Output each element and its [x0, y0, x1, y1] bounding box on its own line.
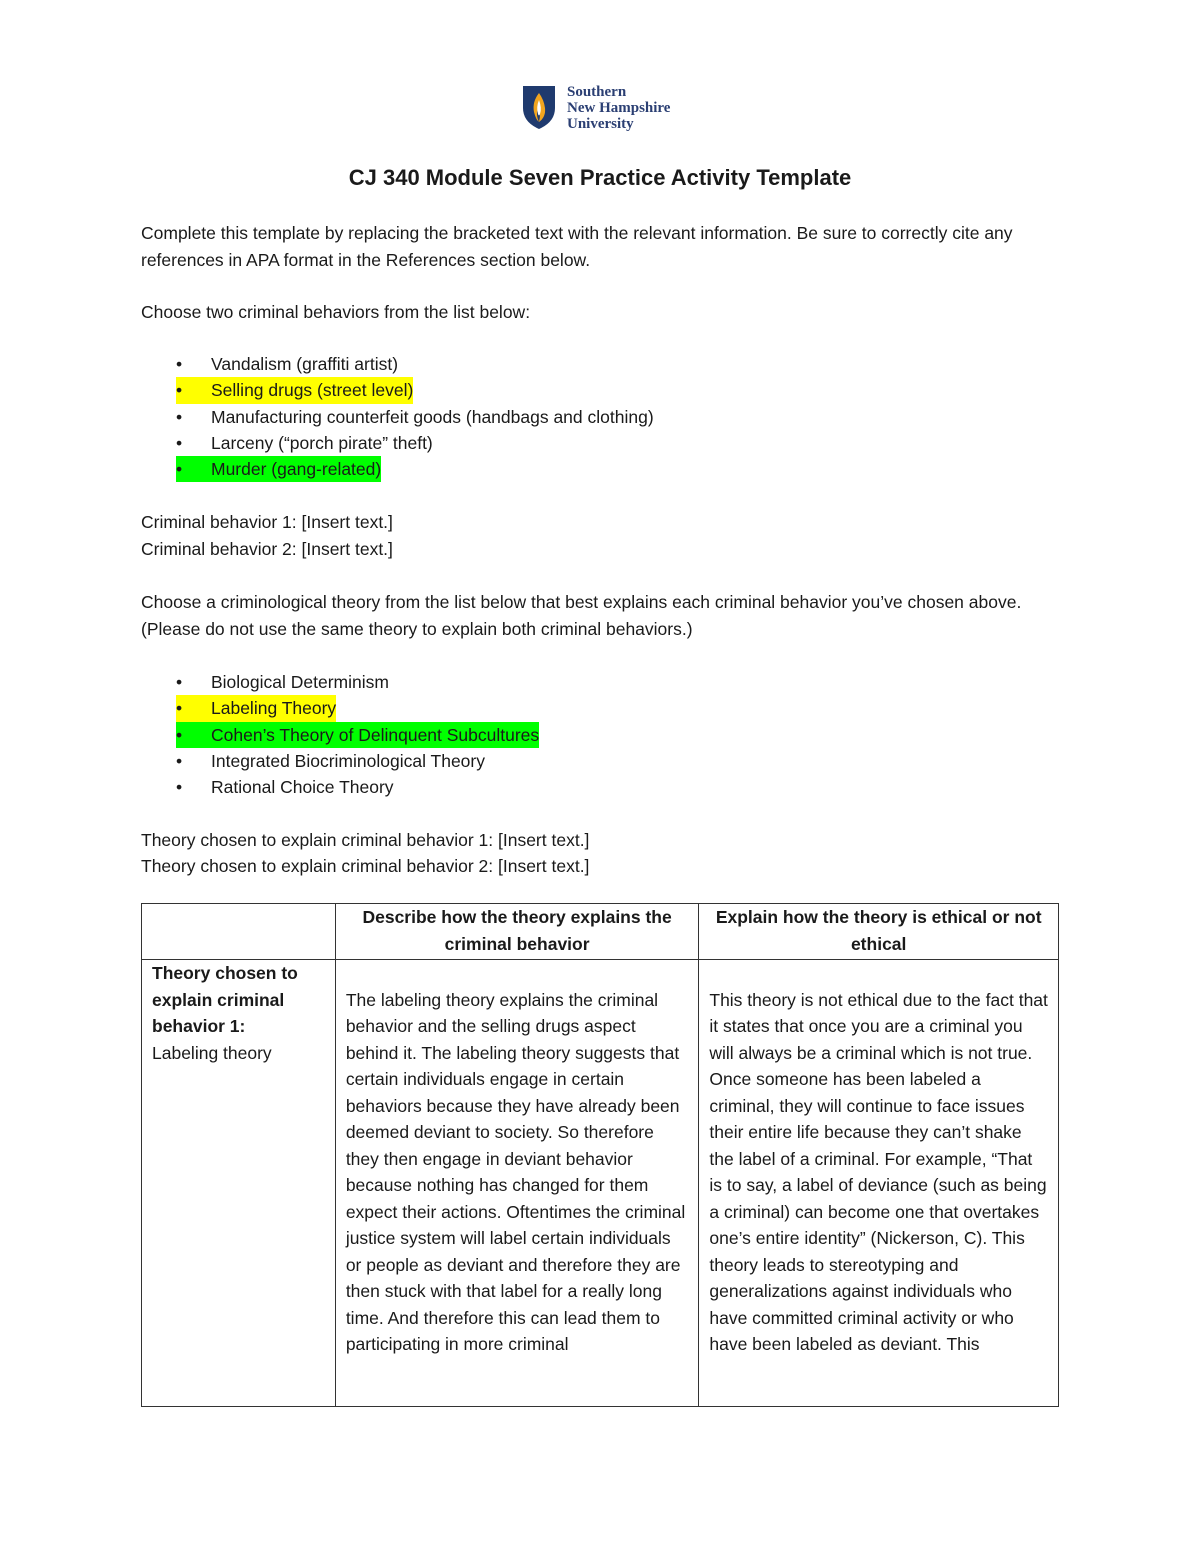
behavior-item: • Manufacturing counterfeit goods (handbags and clothing) — [176, 404, 654, 430]
bullet-icon: • — [176, 380, 183, 401]
bullet-icon: • — [176, 432, 183, 453]
table-cell-explain — [699, 960, 1059, 1407]
table-cell-describe — [335, 960, 699, 1407]
theory-item: • Cohen’s Theory of Delinquent Subcultures — [176, 722, 539, 748]
theory-item: • Labeling Theory — [176, 695, 336, 721]
table-row-label-cell — [142, 960, 336, 1407]
theory-prompt: Choose a criminological theory from the list below that best explains each criminal behavior you’ve chosen above. (Please do not use the same theory to explain both criminal behaviors.) — [141, 592, 1022, 639]
behavior-item: • Vandalism (graffiti artist) — [176, 351, 398, 377]
criminal-behavior-2: Criminal behavior 2: [Insert text.] — [141, 539, 393, 559]
theory-item: • Rational Choice Theory — [176, 774, 394, 800]
theory-item: • Integrated Biocriminological Theory — [176, 748, 485, 774]
table-header-row — [142, 904, 1059, 960]
row-label: Theory chosen to explain criminal behavior 1: — [152, 963, 298, 1036]
intro-paragraph: Complete this template by replacing the bracketed text with the relevant information. Be sure to correctly cite any references in APA format in the References section below. — [141, 223, 1013, 270]
bullet-icon: • — [176, 724, 183, 745]
logo-line-2: New Hampshire — [567, 100, 671, 116]
snhu-shield-icon — [521, 84, 557, 130]
bullet-icon: • — [176, 777, 183, 798]
snhu-wordmark — [567, 84, 670, 132]
explain-text: This theory is not ethical due to the fact that it states that once you are a criminal you will always be a criminal which is not true. Once someone has been labeled a criminal, they will continue to face issues their entire life because they can’t shake the label of a criminal. For example, “That is to say, a label of deviance (such as being a criminal) can become one that overtakes one’s entire identity” (Nickerson, C). This theory leads to stereotyping and generalizations against individuals who have committed criminal activity or who have been labeled as deviant. This — [709, 989, 1048, 1354]
document-title: CJ 340 Module Seven Practice Activity Template — [348, 165, 852, 190]
theories-list — [176, 669, 539, 800]
bullet-icon: • — [176, 672, 183, 692]
criminal-behavior-1: Criminal behavior 1: [Insert text.] — [141, 512, 393, 532]
behavior-item: • Murder (gang-related) — [176, 456, 381, 482]
logo-line-3: University — [567, 116, 634, 132]
behavior-item: • Larceny (“porch pirate” theft) — [176, 430, 433, 456]
table-header-empty — [142, 904, 336, 960]
table-header-describe: Describe how the theory explains the criminal behavior — [335, 904, 699, 960]
bullet-icon: • — [176, 750, 183, 771]
theory-item: • Biological Determinism — [176, 669, 389, 695]
logo-line-1: Southern — [567, 84, 627, 100]
bullet-icon: • — [176, 698, 183, 719]
table-header-explain: Explain how the theory is ethical or not ethical — [699, 904, 1059, 960]
row-theory-value: Labeling theory — [152, 1042, 272, 1063]
theory-table — [141, 903, 1059, 1407]
theory-chosen-2: Theory chosen to explain criminal behavior 2: [Insert text.] — [141, 856, 590, 876]
snhu-logo — [521, 84, 691, 134]
behaviors-prompt: Choose two criminal behaviors from the list below: — [141, 302, 531, 322]
bullet-icon: • — [176, 406, 183, 427]
theory-chosen-1: Theory chosen to explain criminal behavior 1: [Insert text.] — [141, 830, 590, 850]
describe-text: The labeling theory explains the criminal behavior and the selling drugs aspect behind it. The labeling theory suggests that certain individuals engage in certain behaviors because they have already been deemed deviant to society. So therefore they then engage in deviant behavior because nothing has changed for them expect their actions. Oftentimes the criminal justice system will label certain individuals or people as deviant and therefore they are then stuck with that label for a really long time. And therefore this can lead them to participating in more criminal — [345, 989, 686, 1354]
bullet-icon: • — [176, 354, 183, 374]
behavior-item: • Selling drugs (street level) — [176, 377, 413, 403]
behaviors-list — [176, 351, 654, 482]
table-row — [142, 960, 1059, 1407]
bullet-icon: • — [176, 459, 183, 480]
